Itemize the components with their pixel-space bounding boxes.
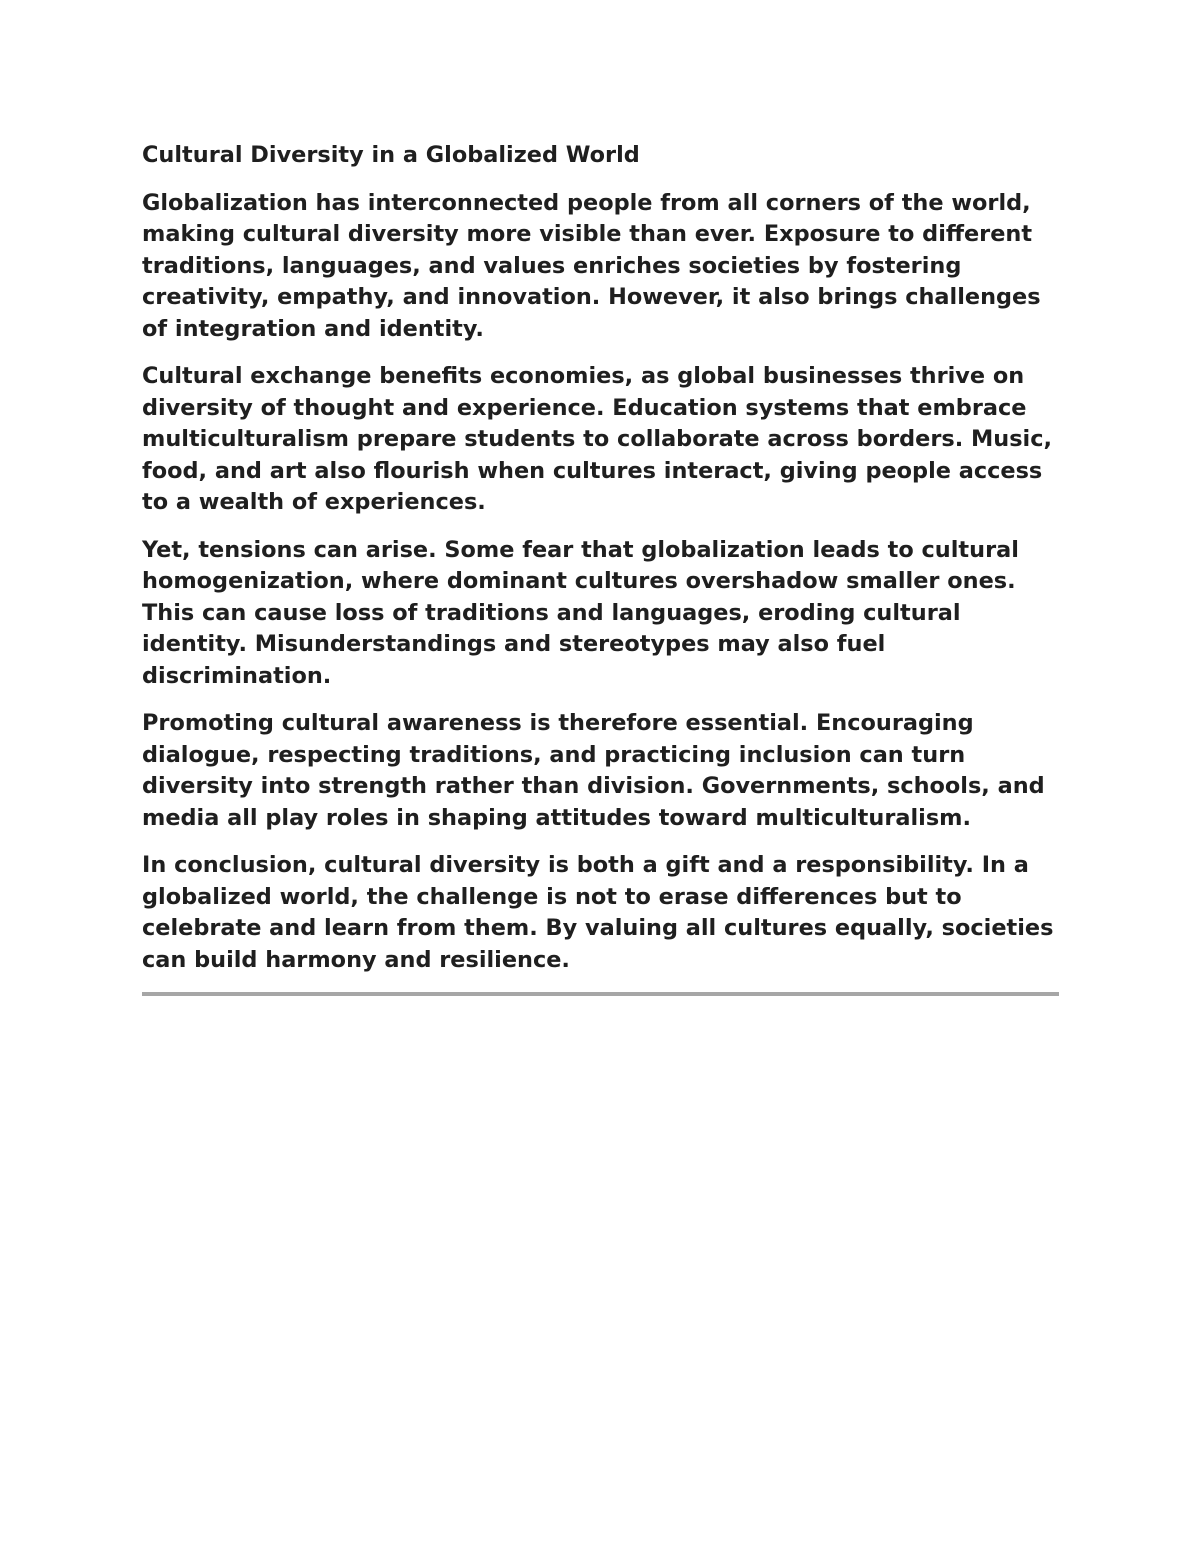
paragraph-1: Globalization has interconnected people from all corners of the world, making cultural diversity more visible than ever. Exposure to different traditions, languages, and values enriches societies by fostering creativity, empathy, and innovation. However, it also brings challenges of integration and identity.: [142, 189, 1041, 342]
paragraph-4: Promoting cultural awareness is therefore essential. Encouraging dialogue, respecting traditions, and practicing inclusion can turn diversity into strength rather than division. Governments, schools, and media all play roles in shaping attitudes toward multiculturalism.: [142, 710, 1045, 831]
document-title: Cultural Diversity in a Globalized World: [142, 142, 640, 168]
document-body: [142, 140, 1062, 996]
horizontal-rule: [142, 992, 1059, 996]
paragraph-2: Cultural exchange benefits economies, as global businesses thrive on diversity of thought and experience. Education systems that embrace multiculturalism prepare students to collaborate across borders. Music, food, and art also flourish when cultures interact, giving people access to a wealth of experiences.: [142, 363, 1053, 515]
paragraph-3: Yet, tensions can arise. Some fear that globalization leads to cultural homogenization, where dominant cultures overshadow smaller ones. This can cause loss of traditions and languages, eroding cultural identity. Misunderstandings and stereotypes may also fuel discrimination.: [142, 536, 1019, 689]
paragraph-5: In conclusion, cultural diversity is both a gift and a responsibility. In a globalized world, the challenge is not to erase differences but to celebrate and learn from them. By valuing all cultures equally, societies can build harmony and resilience.: [142, 852, 1054, 973]
